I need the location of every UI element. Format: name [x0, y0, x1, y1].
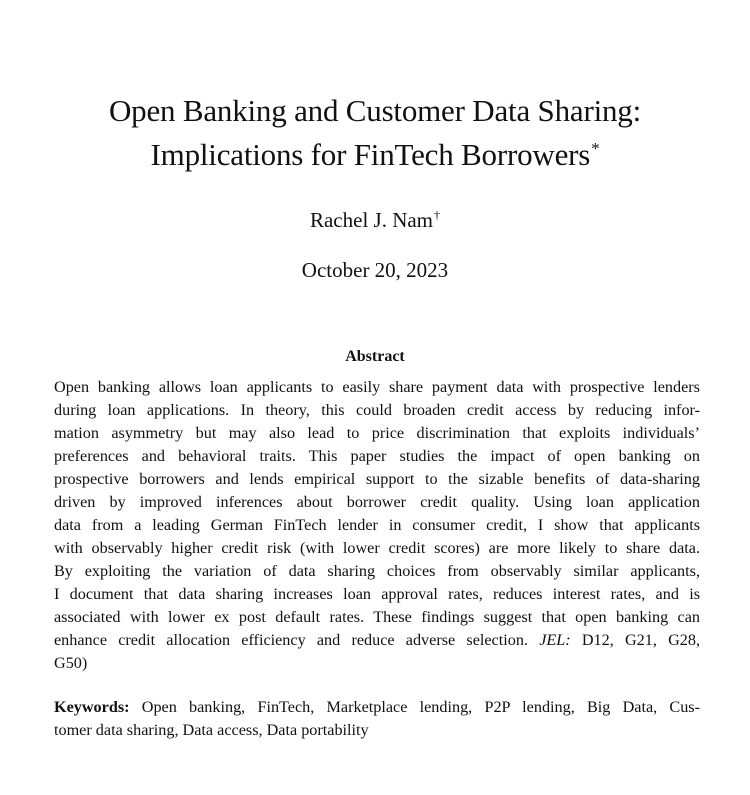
jel-label: JEL:: [539, 631, 571, 649]
keywords-section: [54, 696, 700, 742]
jel-codes: D12, G21, G28,: [581, 631, 701, 649]
title-text-1: Open Banking and Customer Data Sharing:: [108, 93, 642, 128]
keywords-line-2: tomer data sharing, Data access, Data portability: [54, 721, 369, 739]
keywords-text-1: Open banking, FinTech, Marketplace lending, P2P lending, Big Data, Cus-: [141, 698, 700, 716]
title-footnote-mark: *: [591, 139, 600, 158]
abstract-line: Open banking allows loan applicants to easily share payment data with prospective lenders: [54, 378, 700, 396]
abstract-line: preferences and behavioral traits. This paper studies the impact of open banking on: [54, 447, 700, 465]
paper-title-line-1: [0, 90, 750, 132]
author-footnote-mark: †: [434, 208, 441, 222]
abstract-line: By exploiting the variation of data sharing choices from observably similar applicants,: [54, 562, 700, 580]
abstract-line: associated with lower ex post default rates. These findings suggest that open banking can: [54, 608, 700, 626]
abstract-line: with observably higher credit risk (with lower credit scores) are more likely to share data.: [54, 539, 700, 557]
abstract-line-jel: [54, 629, 700, 652]
abstract-line: during loan applications. In theory, this could broaden credit access by reducing infor-: [54, 401, 700, 419]
abstract-line-last: G50): [54, 654, 88, 672]
title-text-2: Implications for FinTech Borrowers: [150, 137, 591, 172]
abstract-line: data from a leading German FinTech lender in consumer credit, I show that applicants: [54, 516, 700, 534]
keywords-label: Keywords:: [54, 698, 130, 716]
abstract-line-12-text: enhance credit allocation efficiency and reduce adverse selection.: [54, 631, 528, 649]
abstract-line: prospective borrowers and lends empirical support to the sizable benefits of data-sharing: [54, 470, 700, 488]
publication-date: October 20, 2023: [301, 258, 449, 282]
abstract-heading: Abstract: [345, 348, 405, 365]
abstract-body: [54, 376, 700, 675]
author-name: Rachel J. Nam: [309, 208, 434, 232]
keywords-line-1: [54, 696, 700, 719]
paper-title-line-2: [0, 134, 750, 176]
author-line: [0, 206, 750, 234]
abstract-line: I document that data sharing increases loan approval rates, reduces interest rates, and is: [54, 585, 700, 603]
abstract-line: driven by improved inferences about borrower credit quality. Using loan application: [54, 493, 700, 511]
abstract-line: mation asymmetry but may also lead to price discrimination that exploits individuals’: [54, 424, 700, 442]
